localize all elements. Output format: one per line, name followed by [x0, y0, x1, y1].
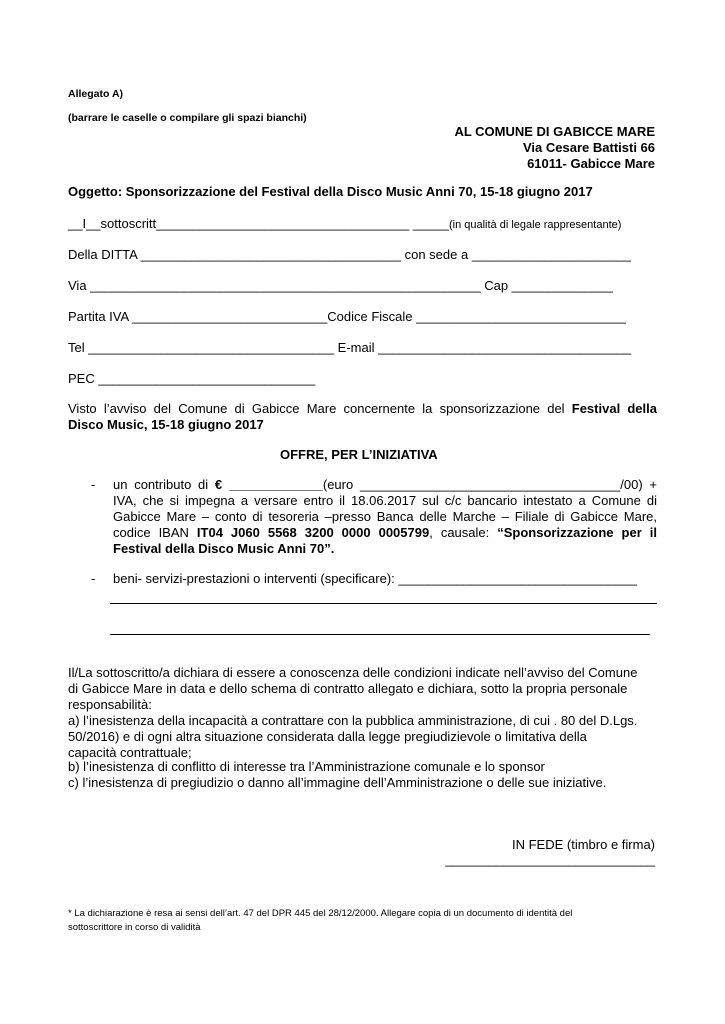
- instructions-text: (barrare le caselle o compilare gli spazi bianchi): [68, 112, 307, 124]
- causale-text: “Sponsorizzazione per il: [497, 525, 657, 540]
- recipient-line-2: Via Cesare Battisti 66: [523, 140, 655, 155]
- specify-line-2[interactable]: [110, 634, 650, 635]
- recipient-line-1: AL COMUNE DI GABICCE MARE: [454, 124, 655, 139]
- bullet-1-line-3: Gabicce Mare – conto di tesoreria –presso Banca delle Marche – Filiale di Gabicce Mare,: [113, 509, 657, 524]
- footnote-line-2: sottoscrittore in corso di validità: [68, 922, 201, 933]
- declaration-line-7: b) l’inesistenza di conflitto di interesse tra l’Amministrazione comunale e lo sponsor: [68, 759, 545, 774]
- contributo-euro-field: € _____________: [214, 477, 323, 492]
- contributo-label: un contributo di: [113, 477, 215, 492]
- visto-line-2: Disco Music, 15-18 giugno 2017: [68, 417, 264, 432]
- bullet-2-dash: -: [91, 571, 96, 586]
- declaration-line-6: capacità contrattuale;: [68, 745, 192, 760]
- field-ditta[interactable]: Della DITTA ____________________________________ con sede a ______________________: [68, 247, 631, 262]
- causale-label: , causale:: [429, 525, 498, 540]
- specify-line-1[interactable]: [110, 603, 657, 604]
- signature-label: IN FEDE (timbro e firma): [511, 837, 655, 852]
- field-pec[interactable]: PEC ______________________________: [68, 371, 316, 386]
- declaration-line-5: 50/2016) e di ogni altra situazione considerata dalla legge pregiudizievole o limitativa della: [68, 729, 587, 744]
- declaration-line-3: responsabilità:: [68, 697, 152, 712]
- field-tel-email[interactable]: Tel __________________________________ E-mail ___________________________________: [68, 340, 632, 355]
- field-piva-cf[interactable]: Partita IVA ___________________________Codice Fiscale _____________________________: [68, 309, 626, 324]
- declaration-line-2: di Gabicce Mare in data e dello schema di contratto allegato e dichiara, sotto la propria personale: [68, 681, 628, 696]
- visto-text: Visto l’avviso del Comune di Gabicce Mare concernente la sponsorizzazione del: [68, 401, 572, 416]
- allegato-label: Allegato A): [68, 88, 124, 100]
- recipient-line-3: 61011- Gabicce Mare: [527, 156, 655, 171]
- field-sottoscritto[interactable]: [68, 216, 621, 233]
- offre-title: OFFRE, PER L’INIZIATIVA: [280, 447, 438, 462]
- declaration-line-1: Il/La sottoscritto/a dichiara di essere a conoscenza delle condizioni indicate nell’avviso del Comune: [68, 665, 638, 680]
- field-sottoscritto-text: __I__sottoscritt___________________________________ _____: [68, 216, 449, 231]
- bullet-1-line-5: Festival della Disco Music Anni 70”.: [113, 541, 335, 556]
- bullet-1-line-2: IVA, che si impegna a versare entro il 18.06.2017 sul c/c bancario intestato a Comune di: [113, 493, 657, 508]
- bullet-1-dash: -: [91, 477, 96, 492]
- field-sottoscritto-role: (in qualità di legale rappresentante): [448, 219, 622, 231]
- bullet-1-line-4: [113, 525, 657, 541]
- subject-line: Oggetto: Sponsorizzazione del Festival della Disco Music Anni 70, 15-18 giugno 2017: [68, 184, 593, 199]
- contributo-words-field: (euro ____________________________________/00) +: [322, 477, 657, 492]
- field-via-cap[interactable]: Via ______________________________________________________ Cap ______________: [68, 278, 613, 293]
- declaration-line-4: a) l’inesistenza della incapacità a contrattare con la pubblica amministrazione, di cui . 80 del D.Lgs.: [68, 713, 638, 728]
- bullet-1-line-1[interactable]: [113, 477, 657, 493]
- iban-label: codice IBAN: [113, 525, 197, 540]
- signature-line[interactable]: _____________________________: [445, 852, 655, 867]
- iban-code: IT04 J060 5568 3200 0000 0005799: [196, 525, 430, 540]
- visto-line-1: [68, 401, 657, 417]
- visto-festival: Festival della: [571, 401, 657, 416]
- bullet-2-text[interactable]: beni- servizi-prestazioni o interventi (specificare): _________________________________: [113, 571, 637, 586]
- footnote-line-1: * La dichiarazione è resa ai sensi dell’art. 47 del DPR 445 del 28/12/2000. Allegare copia di un documento di identità del: [68, 908, 573, 919]
- declaration-line-8: c) l’inesistenza di pregiudizio o danno all’immagine dell’Amministrazione o delle sue iniziative.: [68, 775, 607, 790]
